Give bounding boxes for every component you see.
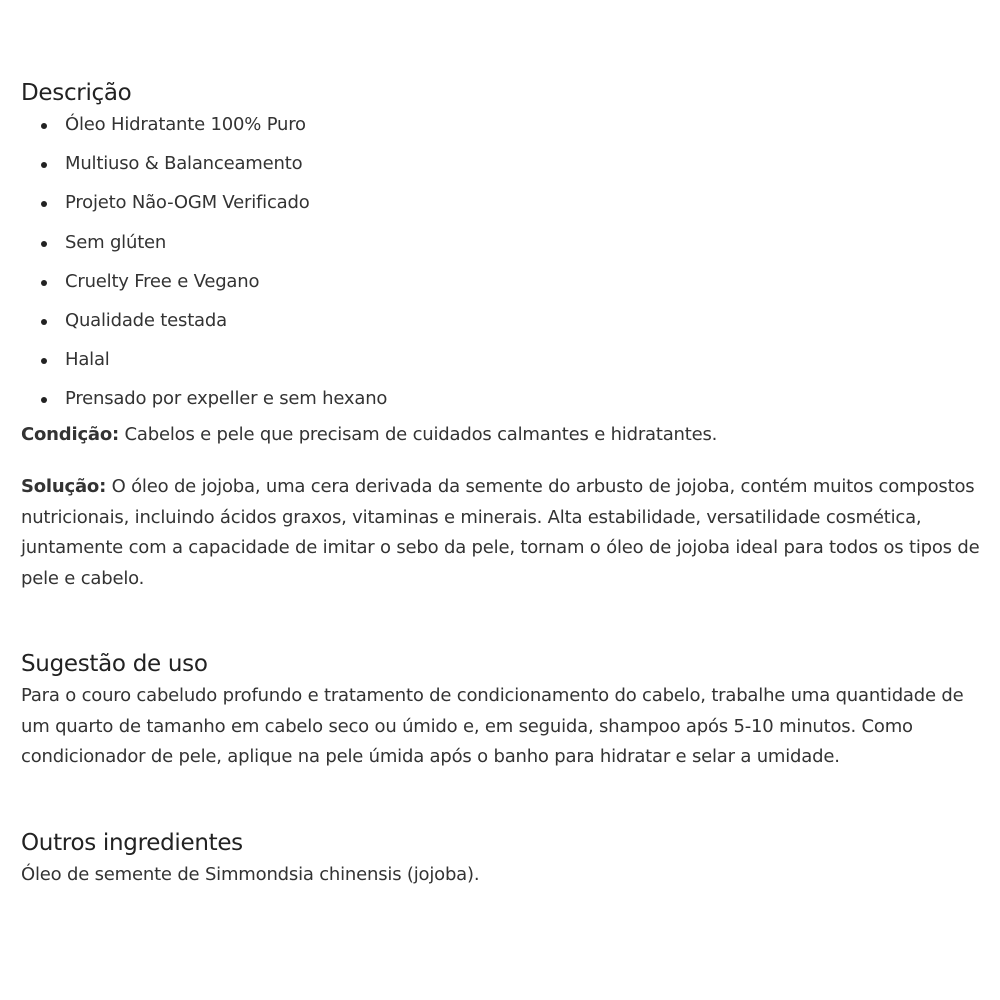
list-item [21, 384, 980, 423]
ingredients-text: Óleo de semente de Simmondsia chinensis (jojoba). [21, 863, 480, 885]
list-item-text: Qualidade testada [65, 309, 227, 331]
description-section [21, 78, 980, 594]
condition-label: Condição: [21, 423, 120, 445]
ingredients-section [21, 828, 980, 891]
usage-text: Para o couro cabeludo profundo e tratamento de condicionamento do cabelo, trabalhe uma quantidade de um quarto de tamanho em cabelo seco ou úmido e, em seguida, shampoo após 5-10 minutos. Como condicionador de pele, aplique na pele úmida após o banho para hidratar e selar a umidade. [21, 685, 964, 767]
description-heading: Descrição [21, 80, 132, 106]
solution-label: Solução: [21, 476, 107, 497]
bullet-icon [41, 280, 47, 286]
list-item [21, 149, 980, 188]
bullet-icon [41, 319, 47, 325]
list-item [21, 306, 980, 345]
condition-paragraph [21, 420, 980, 451]
list-item [21, 345, 980, 384]
list-item-text: Óleo Hidratante 100% Puro [65, 114, 306, 135]
list-item-text: Halal [65, 349, 110, 371]
list-item [21, 110, 980, 149]
bullet-icon [41, 201, 47, 207]
feature-list [21, 110, 980, 424]
list-item-text: Cruelty Free e Vegano [65, 270, 260, 292]
list-item-text: Prensado por expeller e sem hexano [65, 388, 388, 410]
list-item-text: Multiuso & Balanceamento [65, 153, 303, 175]
list-item [21, 188, 980, 227]
usage-section [21, 649, 980, 773]
list-item-text: Sem glúten [65, 231, 167, 253]
bullet-icon [41, 123, 47, 129]
ingredients-heading: Outros ingredientes [21, 829, 243, 856]
condition-text: Cabelos e pele que precisam de cuidados calmantes e hidratantes. [119, 423, 718, 445]
list-item-text: Projeto Não-OGM Verificado [65, 192, 310, 214]
bullet-icon [41, 241, 47, 247]
bullet-icon [41, 162, 47, 168]
bullet-icon [41, 358, 47, 364]
solution-text: O óleo de jojoba, uma cera derivada da semente do arbusto de jojoba, contém muitos compostos nutricionais, incluindo ácidos graxos, vitaminas e minerais. Alta estabilidade, versatilidade cosmética, juntamente com a capacidade de imitar o sebo da pele, tornam o óleo de jojoba ideal para todos os tipos de pele e cabelo. [21, 476, 980, 589]
usage-heading: Sugestão de uso [21, 651, 208, 677]
list-item [21, 228, 980, 267]
bullet-icon [41, 397, 47, 403]
list-item [21, 267, 980, 306]
solution-paragraph [21, 472, 980, 594]
